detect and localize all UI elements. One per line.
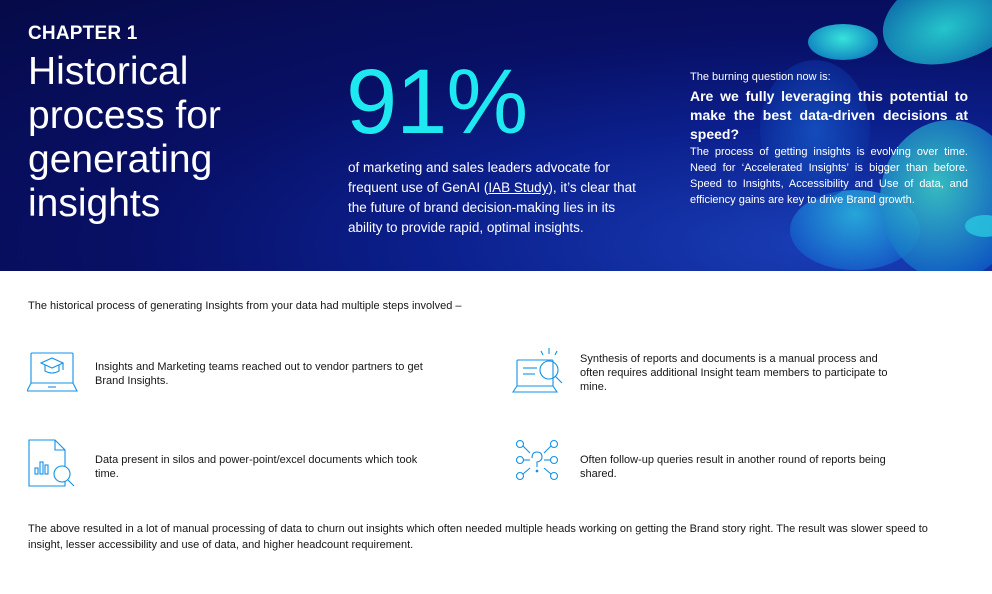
iab-study-link[interactable]: IAB Study: [488, 180, 549, 195]
list-item: Insights and Marketing teams reached out to vendor partners to get Brand Insights.: [95, 361, 423, 387]
list-item: Synthesis of reports and documents is a manual process and often requires additional Insight team members to participate to mine.: [580, 353, 888, 393]
document-chart-search-icon: [27, 438, 77, 495]
question-intro: The burning question now is:: [690, 71, 831, 83]
question-bold: Are we fully leveraging this potential to make the best data-driven decisions at speed?: [690, 88, 968, 142]
section-lead: The historical process of generating Insights from your data had multiple steps involved –: [28, 300, 462, 312]
question-network-icon: [513, 438, 563, 489]
laptop-graduation-icon: [27, 351, 79, 400]
big-statistic: 91%: [346, 51, 528, 153]
stat-text-after: ), it’s clear that the future of brand decision-making lies in its ability to provide rapid, optimal insights.: [348, 180, 636, 235]
stat-text-before: of marketing and sales leaders advocate for frequent use of GenAI (: [348, 160, 610, 195]
hero-banner: [0, 0, 992, 271]
question-block: [690, 70, 968, 208]
laptop-search-icon: [511, 346, 567, 401]
list-item: Often follow-up queries result in another round of reports being shared.: [580, 454, 886, 480]
statistic-description: [348, 158, 638, 238]
question-body: The process of getting insights is evolving over time. Need for ‘Accelerated Insights’ is bigger than before. Speed to Insights, Accessibility and Use of data, and efficiency gains are key to drive Brand growth.: [690, 146, 968, 206]
list-item: Data present in silos and power-point/excel documents which took time.: [95, 454, 418, 480]
page-title: Historical process for generating insights: [28, 50, 221, 225]
decorative-blob: [808, 24, 878, 60]
summary-paragraph: The above resulted in a lot of manual processing of data to churn out insights which often needed multiple heads working on getting the Brand story right. The result was slower speed to insight, lesser accessibility and use of data, and higher headcount requirement.: [28, 523, 928, 551]
chapter-label: CHAPTER 1: [28, 23, 138, 44]
